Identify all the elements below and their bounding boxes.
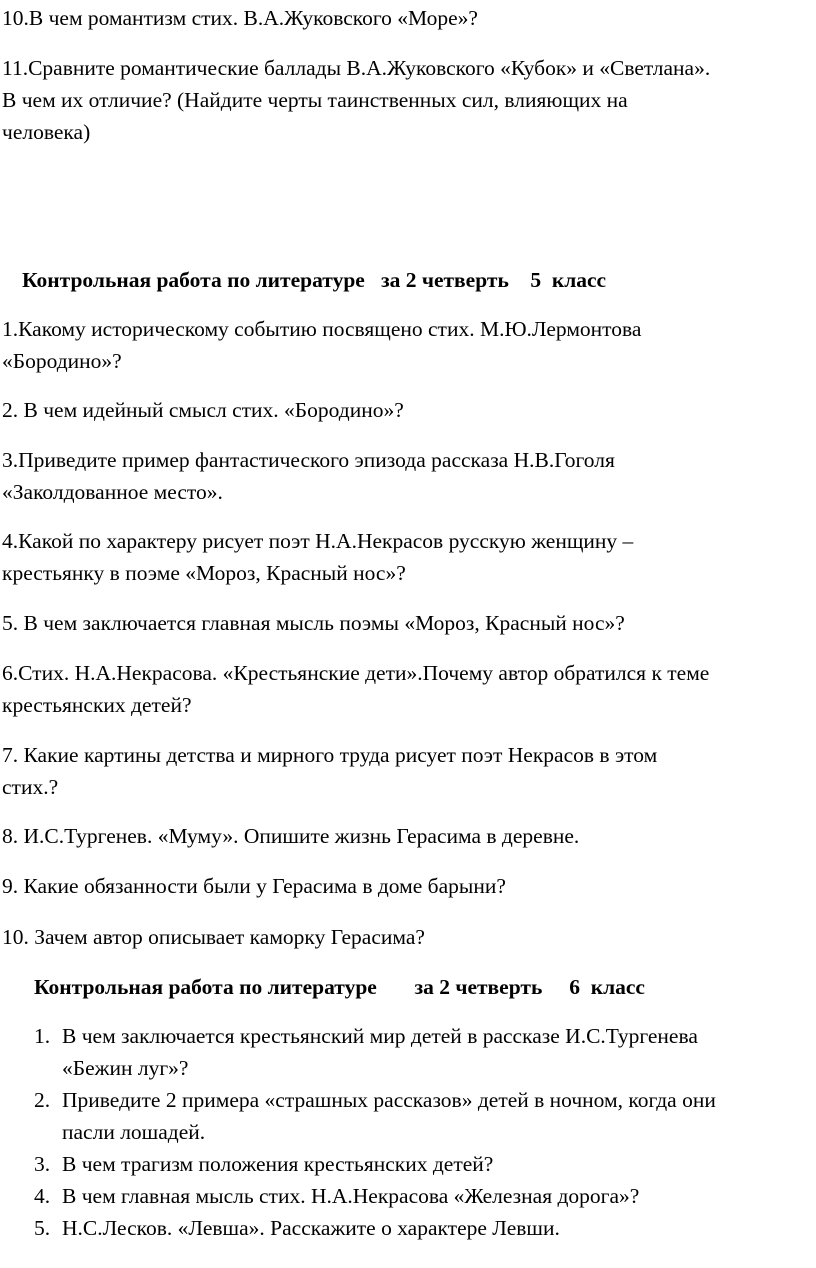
text-line: 5. В чем заключается главная мысль поэмы «Мороз, Красный нос»? [2, 611, 625, 635]
text-line: «Заколдованное место». [2, 480, 223, 504]
grade5-question-2 [2, 394, 814, 426]
grade5-question-8 [2, 820, 814, 852]
text-line: Н.С.Лесков. «Левша». Расскажите о характере Левши. [62, 1216, 560, 1240]
text-line: В чем заключается крестьянский мир детей в рассказе И.С.Тургенева [62, 1024, 698, 1048]
text-line: 6.Стих. Н.А.Некрасова. «Крестьянские дети».Почему автор обратился к теме [2, 661, 710, 685]
text-line: 1.Какому историческому событию посвящено стих. М.Ю.Лермонтова [2, 317, 642, 341]
grade6-heading: Контрольная работа по литературе за 2 четверть 6 класс [34, 975, 645, 999]
grade5-question-4 [2, 525, 814, 589]
list-number: 3. [34, 1152, 51, 1176]
text-line: Приведите 2 примера «страшных рассказов» детей в ночном, когда они [62, 1088, 716, 1112]
grade5-question-3 [2, 444, 814, 508]
grade5-question-7 [2, 739, 814, 803]
list-item [0, 1148, 816, 1180]
text-line: 8. И.С.Тургенев. «Муму». Опишите жизнь Герасима в деревне. [2, 824, 580, 848]
list-number: 5. [34, 1216, 51, 1240]
text-line: В чем их отличие? (Найдите черты таинственных сил, влияющих на [2, 88, 628, 112]
text-line: 3.Приведите пример фантастического эпизода рассказа Н.В.Гоголя [2, 448, 615, 472]
text-line: 7. Какие картины детства и мирного труда рисует поэт Некрасов в этом [2, 743, 658, 767]
text-line: 9. Какие обязанности были у Герасима в доме барыни? [2, 874, 506, 898]
grade5-question-10 [2, 921, 814, 953]
grade5-question-6 [2, 657, 814, 721]
intro-question-10 [2, 2, 814, 34]
text-line: 10. Зачем автор описывает каморку Герасима? [2, 925, 425, 949]
list-number: 2. [34, 1088, 51, 1112]
intro-question-11 [2, 52, 814, 148]
list-number: 4. [34, 1184, 51, 1208]
list-item [0, 1212, 816, 1244]
list-item [0, 1020, 816, 1084]
text-line: В чем главная мысль стих. Н.А.Некрасова «Железная дорога»? [62, 1184, 640, 1208]
text-line: 10.В чем романтизм стих. В.А.Жуковского «Море»? [2, 6, 478, 30]
text-line: стих.? [2, 775, 59, 799]
grade5-heading: Контрольная работа по литературе за 2 четверть 5 класс [22, 268, 607, 292]
list-item [0, 1084, 816, 1148]
list-item [0, 1180, 816, 1212]
text-line: крестьянских детей? [2, 693, 192, 717]
text-line: «Бежин луг»? [62, 1056, 189, 1080]
grade5-question-5 [2, 607, 814, 639]
grade6-question-list [0, 1020, 816, 1244]
list-number: 1. [34, 1024, 51, 1048]
text-line: «Бородино»? [2, 349, 122, 373]
text-line: крестьянку в поэме «Мороз, Красный нос»? [2, 561, 406, 585]
text-line: 2. В чем идейный смысл стих. «Бородино»? [2, 398, 404, 422]
text-line: В чем трагизм положения крестьянских детей? [62, 1152, 494, 1176]
text-line: 4.Какой по характеру рисует поэт Н.А.Некрасов русскую женщину – [2, 529, 634, 553]
grade5-question-1 [2, 313, 814, 377]
text-line: человека) [2, 120, 91, 144]
grade5-question-9 [2, 870, 814, 902]
text-line: пасли лошадей. [62, 1120, 206, 1144]
text-line: 11.Сравните романтические баллады В.А.Жуковского «Кубок» и «Светлана». [2, 56, 711, 80]
